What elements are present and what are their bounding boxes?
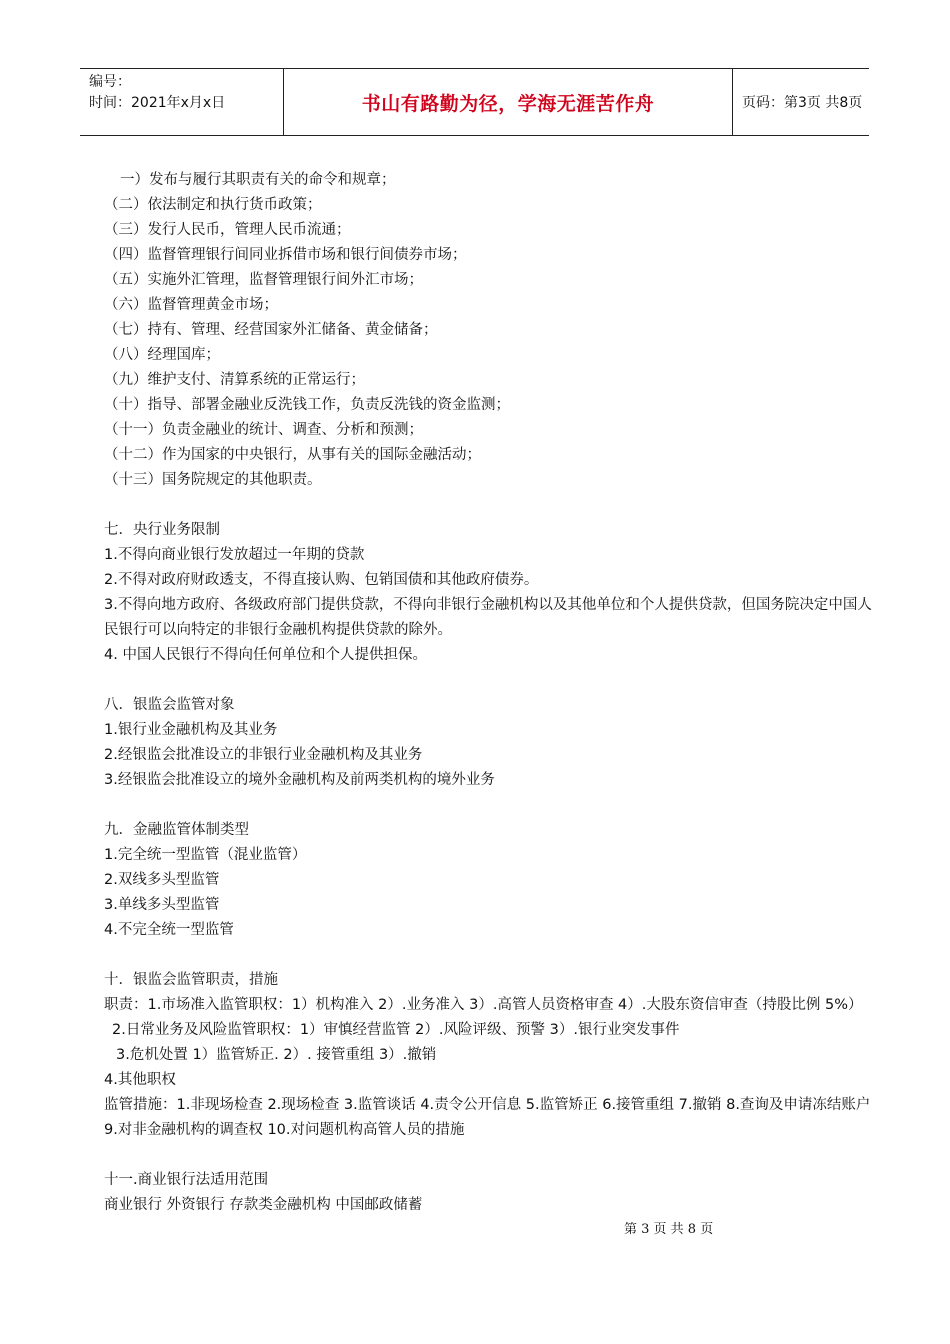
section-heading: 七．央行业务限制 — [104, 522, 220, 538]
section-heading: 十．银监会监管职责，措施 — [104, 972, 278, 988]
header-page-cell — [733, 69, 869, 135]
duty-item: （十一）负责金融业的统计、调查、分析和预测； — [104, 422, 423, 438]
scope-text: 商业银行 外资银行 存款类金融机构 中国邮政储蓄 — [104, 1197, 423, 1213]
header-meta — [80, 69, 283, 135]
list-item: 2.双线多头型监管 — [104, 872, 220, 888]
duty-item: （四）监督管理银行间同业拆借市场和银行间债券市场； — [104, 247, 467, 263]
duty-paragraph: 4.其他职权 — [104, 1072, 176, 1088]
duty-item: 一）发布与履行其职责有关的命令和规章； — [120, 172, 396, 188]
list-item: 3.不得向地方政府、各级政府部门提供贷款，不得向非银行金融机构以及其他单位和个人提供贷款，但国务院决定中国人民银行可以向特定的非银行金融机构提供贷款的除外。 — [104, 597, 872, 638]
duty-item: （三）发行人民币，管理人民币流通； — [104, 222, 351, 238]
duty-paragraph: 2.日常业务及风险监管职权：1）审慎经营监管 2）.风险评级、预警 3）.银行业突发事件 — [112, 1022, 680, 1038]
document-body — [104, 168, 884, 1218]
duty-item: （七）持有、管理、经营国家外汇储备、黄金储备； — [104, 322, 438, 338]
duty-item: （五）实施外汇管理，监督管理银行间外汇市场； — [104, 272, 423, 288]
list-item: 4.不完全统一型监管 — [104, 922, 234, 938]
header-page-info: 页码：第3页 共8页 — [742, 95, 863, 111]
duty-item: （十）指导、部署金融业反洗钱工作，负责反洗钱的资金监测； — [104, 397, 510, 413]
list-item: 2.经银监会批准设立的非银行业金融机构及其业务 — [104, 747, 423, 763]
header-motto: 书山有路勤为径，学海无涯苦作舟 — [361, 92, 655, 115]
section-heading: 十一.商业银行法适用范围 — [104, 1172, 269, 1188]
duty-paragraph: 职责：1.市场准入监管职权：1）机构准入 2）.业务准入 3）.高管人员资格审查 4）.大股东资信审查（持股比例 5%） — [104, 997, 863, 1013]
list-item: 3.经银监会批准设立的境外金融机构及前两类机构的境外业务 — [104, 772, 495, 788]
time-label: 时间：2021年x月x日 — [89, 95, 226, 111]
list-item: 3.单线多头型监管 — [104, 897, 220, 913]
list-item: 2.不得对政府财政透支，不得直接认购、包销国债和其他政府债券。 — [104, 572, 539, 588]
measures-paragraph: 监管措施：1.非现场检查 2.现场检查 3.监管谈话 4.责令公开信息 5.监管矫正 6.接管重组 7.撤销 8.查询及申请冻结账户 9.对非金融机构的调查权 10.对问题机构高管人员的措施 — [104, 1097, 871, 1138]
duty-item: （十三）国务院规定的其他职责。 — [104, 472, 322, 488]
number-label: 编号： — [89, 74, 131, 90]
header-motto-cell — [283, 69, 733, 135]
list-item: 1.银行业金融机构及其业务 — [104, 722, 278, 738]
duty-item: （六）监督管理黄金市场； — [104, 297, 278, 313]
duty-item: （九）维护支付、清算系统的正常运行； — [104, 372, 365, 388]
section-heading: 九．金融监管体制类型 — [104, 822, 249, 838]
duty-item: （八）经理国库； — [104, 347, 220, 363]
page-footer: 第 3 页 共 8 页 — [624, 1222, 714, 1237]
duty-item: （二）依法制定和执行货币政策； — [104, 197, 322, 213]
section-heading: 八．银监会监管对象 — [104, 697, 235, 713]
duty-paragraph: 3.危机处置 1）监管矫正. 2）. 接管重组 3）.撤销 — [116, 1047, 437, 1063]
list-item: 4. 中国人民银行不得向任何单位和个人提供担保。 — [104, 647, 427, 663]
page-header — [80, 68, 869, 136]
list-item: 1.不得向商业银行发放超过一年期的贷款 — [104, 547, 365, 563]
duty-item: （十二）作为国家的中央银行，从事有关的国际金融活动； — [104, 447, 481, 463]
list-item: 1.完全统一型监管（混业监管） — [104, 847, 307, 863]
